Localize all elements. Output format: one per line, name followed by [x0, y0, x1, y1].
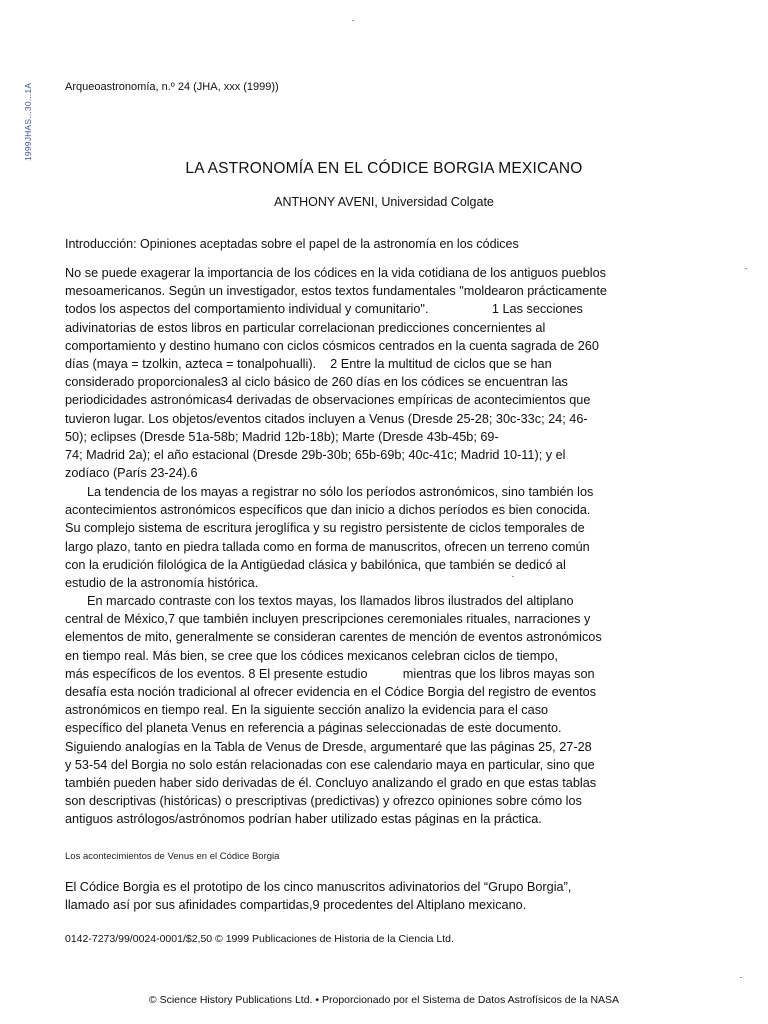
- paragraph-3: [65, 592, 670, 829]
- page-footer: © Science History Publications Ltd. • Proporcionado por el Sistema de Datos Astrofísicos de la NASA: [148, 994, 620, 1006]
- scan-speck: [740, 977, 742, 978]
- journal-citation: Arqueoastronomía, n.º 24 (JHA, xxx (1999)): [65, 81, 279, 93]
- section-heading: Los acontecimientos de Venus en el Códice Borgia: [65, 851, 280, 862]
- text-line: todos los aspectos del comportamiento individual y comunitario". 1 Las secciones: [65, 302, 583, 317]
- intro-heading: Introducción: Opiniones aceptadas sobre el papel de la astronomía en los códices: [65, 237, 519, 251]
- text-line: específico del planeta Venus en referencia a páginas seleccionadas de este documento.: [65, 721, 562, 736]
- paragraph-2: [65, 483, 670, 592]
- text-line: tuvieron lugar. Los objetos/eventos citados incluyen a Venus (Dresde 25-28; 30c-33c; 24; 46-: [65, 411, 588, 426]
- text-line: central de México,7 que también incluyen prescripciones ceremoniales rituales, narraciones y: [65, 612, 591, 627]
- paragraph-1: [65, 264, 670, 482]
- text-line: La tendencia de los mayas a registrar no sólo los períodos astronómicos, sino también los: [87, 485, 594, 499]
- text-line: En marcado contraste con los textos mayas, los llamados libros ilustrados del altiplano: [87, 594, 574, 608]
- scan-speck: [512, 576, 514, 577]
- text-line: son descriptivas (históricas) o prescriptivas (predictivas) y ofrezco opiniones sobre cómo los: [65, 794, 582, 809]
- text-line: llamado así por sus afinidades compartidas,9 procedentes del Altiplano mexicano.: [65, 898, 527, 913]
- paragraph-4: [65, 878, 670, 914]
- text-line: también pueden haber sido derivadas de él. Concluyo analizando el grado en que estas tablas: [65, 776, 597, 791]
- author-line: [0, 195, 768, 209]
- text-line: 74; Madrid 2a); el año estacional (Dresde 29b-30b; 65b-69b; 40c-41c; Madrid 10-11); y el: [65, 448, 566, 463]
- text-line: más específicos de los eventos. 8 El presente estudio mientras que los libros mayas son: [65, 666, 595, 681]
- text-line: adivinatorias de estos libros en particular correlacionan predicciones concernientes al: [65, 320, 546, 335]
- text-line: desafía esta noción tradicional al ofrecer evidencia en el Códice Borgia del registro de eventos: [65, 685, 597, 700]
- issn-copyright-line: 0142-7273/99/0024-0001/$2,50 © 1999 Publicaciones de Historia de la Ciencia Ltd.: [65, 933, 454, 945]
- text-line: No se puede exagerar la importancia de los códices en la vida cotidiana de los antiguos pueblos: [65, 266, 606, 280]
- text-line: astronómicos en tiempo real. En la siguiente sección analizo la evidencia para el caso: [65, 703, 549, 718]
- text-line: periodicidades astronómicas4 derivadas de observaciones empíricas de acontecimientos que: [65, 393, 591, 408]
- text-line: comportamiento y destino humano con ciclos cósmicos centrados en la cuenta sagrada de 260: [65, 338, 599, 353]
- text-line: considerado proporcionales3 al ciclo básico de 260 días en los códices se encuentran las: [65, 375, 568, 390]
- scan-speck: [352, 20, 354, 21]
- text-line: con la erudición filológica de la Antigüedad clásica y babilónica, que también se dedicó al: [65, 557, 566, 572]
- scan-speck: [745, 268, 747, 269]
- text-line: antiguos astrólogos/astrónomos podrían haber utilizado estas páginas en la práctica.: [65, 812, 542, 827]
- bibcode-stamp: 1999JHAS...30...1A: [23, 82, 33, 161]
- text-line: mesoamericanos. Según un investigador, estos textos fundamentales "moldearon prácticamente: [65, 284, 607, 299]
- text-line: en tiempo real. Más bien, se cree que los códices mexicanos celebran ciclos de tiempo,: [65, 648, 558, 663]
- text-line: elementos de mito, generalmente se consideran carentes de mención de eventos astronómicos: [65, 630, 602, 645]
- text-line: días (maya = tzolkin, azteca = tonalpohualli). 2 Entre la multitud de ciclos que se han: [65, 357, 552, 372]
- text-line: zodíaco (París 23-24).6: [65, 466, 198, 481]
- text-line: largo plazo, tanto en piedra tallada como en forma de manuscritos, ofrecen un terreno común: [65, 539, 590, 554]
- text-line: Siguiendo analogías en la Tabla de Venus de Dresde, argumentaré que las páginas 25, 27-28: [65, 739, 592, 754]
- article-title: LA ASTRONOMÍA EN EL CÓDICE BORGIA MEXICANO: [185, 160, 583, 177]
- author-affiliation: Universidad Colgate: [381, 195, 494, 209]
- text-line: Su complejo sistema de escritura jeroglífica y su registro persistente de ciclos temporales de: [65, 521, 585, 536]
- text-line: 50); eclipses (Dresde 51a-58b; Madrid 12b-18b); Marte (Dresde 43b-45b; 69-: [65, 429, 499, 444]
- text-line: estudio de la astronomía histórica.: [65, 576, 259, 591]
- text-line: El Códice Borgia es el prototipo de los cinco manuscritos adivinatorios del “Grupo Borgia”,: [65, 880, 572, 894]
- text-line: acontecimientos astronómicos específicos que dan inicio a dichos períodos es bien conocida.: [65, 503, 591, 518]
- author-name: ANTHONY AVENI,: [274, 195, 378, 209]
- text-line: y 53-54 del Borgia no solo están relacionadas con ese calendario maya en particular, sino que: [65, 757, 595, 772]
